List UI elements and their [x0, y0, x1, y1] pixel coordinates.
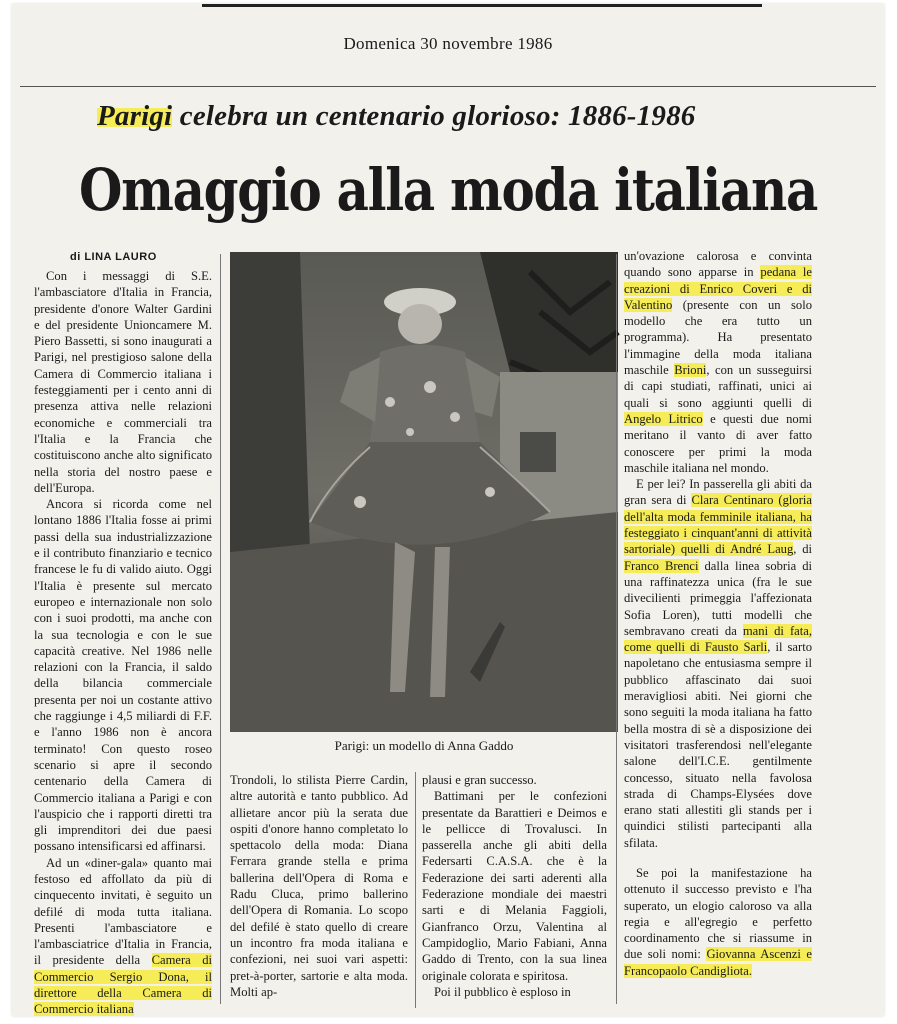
paragraph: plausi e gran successo.: [422, 773, 537, 787]
article-column-2: [230, 772, 408, 1008]
paragraph: Poi il pubblico è esploso in: [434, 984, 571, 999]
photo-caption: Parigi: un modello di Anna Gaddo: [334, 738, 514, 753]
paragraph-text: , di: [793, 542, 812, 557]
paragraph-text: E per lei? In passerella gli abiti da gran sera di: [624, 477, 812, 508]
paragraph: [624, 248, 812, 476]
paragraph-text: un'ovazione calorosa e convinta quando sono apparse in: [624, 249, 812, 280]
top-border-line: [202, 4, 762, 7]
kicker-subheadline: [97, 100, 797, 133]
newspaper-clipping: [12, 4, 884, 1016]
article-column-4: [624, 248, 812, 998]
paragraph: Battimani per le confezioni presentate da Barattieri e Deimos e le pellicce di Trovalusci. In passerella anche gli abiti della Federsarti C.A.S.A. che è la Federazione dei sarti aderenti alla Federazione mondiale dei maestri sarti e di Melania Faggioli, Gianfranco Orzu, Valentina al Campidoglio, Mario Fabiani, Anna Gaddo di Trento, con la sua linea originale colorata e spiritosa.: [422, 789, 607, 983]
highlighted-text: Clara Centinaro (gloria dell'alta moda femminile italiana, ha festeggiato i cinquant'anni di attività sartoriale) quelli di André Laug: [624, 493, 812, 557]
article-column-1: [34, 268, 213, 1017]
paragraph-text: Ad un «diner-gala» quanto mai festoso ed affollato da più di cinquecento invitati, è seguito un defilé di moda tutta italiana. Presenti l'ambasciatore e l'ambasciatrice d'Italia in Francia, il presidente della: [34, 855, 212, 968]
column-divider: [220, 254, 221, 1004]
highlighted-text: Brioni: [674, 363, 707, 378]
paragraph: Con i messaggi di S.E. l'ambasciatore d'Italia in Francia, presidente d'onore Walter Gardini e del presidente Unioncamere M. Piero Bassetti, si sono inaugurati a Parigi, nel prestigioso salone della Camera di Commercio italiana i festeggiamenti per i cento anni di presenza attiva nelle relazioni economiche e commerciali tra l'Italia e la Francia che costituiscono anche alto significato nella storia del nostro paese e dell'Europa.: [34, 269, 212, 495]
fashion-photo: [230, 252, 618, 732]
paragraph-text: e questi due nomi meritano il vanto di aver fatto conoscere per primi la moda maschile italiana nel mondo.: [624, 411, 812, 475]
paragraph-text: , con un susseguirsi di capi studiati, raffinati, unici ai quali si sono aggiunti quelli di: [624, 363, 812, 410]
highlighted-text: Angelo Litrico: [624, 411, 703, 426]
paragraph: Ancora si ricorda come nel lontano 1886 l'Italia fosse ai primi passi della sua industrializzazione e il contributo finanziario e tecnico francese le fu di valido aiuto. Oggi l'Italia è presente sul mercato europeo e internazionale non solo con i suoi prodotti, ma anche con la sua tecnologia e con le sue capacità creative. Nel 1986 nelle relazioni con la Francia, il saldo della bilancia commerciale presenta per noi un costante attivo che raggiunge i 4,5 miliardi di F.F. e l'anno 1986 non è ancora terminato! Con questo roseo scenario si apre il secondo centenario della Camera di Commercio italiana a Parigi e con l'auspicio che i rapporti diretti tra gli imprenditori dei due paesi possano intensificarsi ed affinarsi.: [34, 497, 212, 854]
paragraph-text: (presente con un solo modello che era tutto un programma). Ha presentato l'immagine della moda italiana maschile: [624, 297, 812, 378]
header-rule: [20, 86, 876, 87]
column-divider: [415, 772, 416, 1008]
highlighted-text: Camera di Commercio Sergio Dona, il direttore della Camera di Commercio italiana: [34, 953, 213, 1017]
highlighted-text: Franco Brenci: [624, 558, 699, 573]
kicker-text: celebra un centenario glorioso: 1886-1986: [172, 100, 696, 132]
photo-illustration: [230, 252, 618, 732]
paragraph: [624, 476, 812, 851]
kicker-highlight: Parigi: [97, 100, 173, 132]
paragraph: Trondoli, lo stilista Pierre Cardin, altre autorità e tanto pubblico. Ad allietare ancor più la serata due ospiti d'onore hanno completato lo spettacolo della moda: Diana Ferrara grande stella e prima ballerina dell'Opera di Roma e Radu Cluca, primo ballerino dell'Opera di Romania. Lo scopo del defilé è stato quello di creare un incontro fra moda italiana e confezioni, nei suoi vari aspetti: pret-à-porter, sartorie e alta moda. Molti ap-: [230, 773, 408, 999]
dateline: Domenica 30 novembre 1986: [343, 34, 553, 53]
article-column-3: [422, 772, 607, 1008]
paragraph: [624, 865, 812, 979]
paragraph-text: , il sarto napoletano che entusiasma sempre il pubblico affascinato dai suoi meravigliosi abiti. Nei giorni che sono seguiti la moda italiana ha fatto bella mostra di sè a disposizione dei visitatori trasferendosi nell'elegante salone dell'I.C.E. gentilmente concesso, situato nella favolosa strada di Champs-Elysées dove erano stati allestiti gli stands per i quindici stilisti partecipanti alla sfilata.: [624, 640, 812, 850]
paragraph: [34, 855, 212, 1018]
paragraph-text: Se poi la manifestazione ha ottenuto il successo previsto e l'ha superato, un elogio caloroso va alla regia e all'egregio e perfetto coordinamento che si riassume in due soli nomi:: [624, 865, 812, 962]
highlighted-text: mani di fata, come quelli di Fausto Sarli: [624, 623, 813, 655]
byline: di LINA LAURO: [70, 251, 157, 263]
highlighted-text: pedana le creazioni di Enrico Coveri e di Valentino: [624, 265, 812, 312]
paragraph-text: dalla linea sobria di una raffinatezza unica (fra le sue divecilienti primeggia l'affezionata Sofia Loren), tutti modelli che sembravano creati da: [624, 558, 812, 638]
highlighted-text: Giovanna Ascenzi e Francopaolo Candigliota.: [624, 947, 812, 978]
headline: Omaggio alla moda italiana: [79, 156, 817, 224]
column-divider: [616, 254, 617, 1004]
